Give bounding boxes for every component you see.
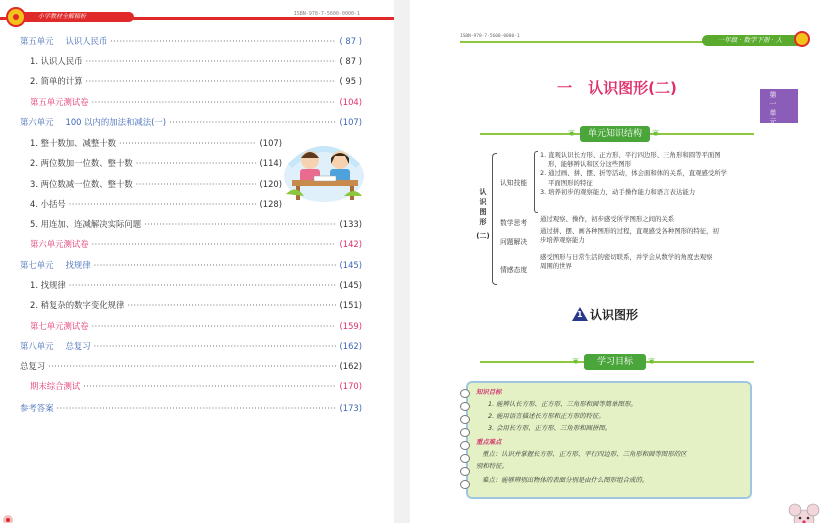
chapter-number: 一 — [557, 79, 573, 97]
structure-category-text — [540, 215, 768, 224]
toc-entry-label: 2. 稍复杂的数字变化规律 — [30, 300, 125, 310]
section-number-badge: 1 — [572, 307, 588, 321]
toc-leader-dots — [86, 77, 337, 86]
toc-leader-dots — [119, 139, 256, 148]
structure-category-text — [540, 253, 768, 271]
difficulty-line: 难点：能够辨别出物体的表面分别是由什么图形组合成的。 — [482, 476, 649, 484]
toc-entry-label: 参考答案 — [20, 403, 54, 413]
toc-leader-dots — [144, 220, 336, 229]
side-tab-char: 元 — [769, 118, 777, 126]
keypoints-heading: 重点难点 — [476, 438, 502, 446]
right-page-header — [460, 34, 804, 48]
toc-item-row[interactable] — [20, 278, 362, 292]
toc-unit-label — [20, 340, 91, 352]
book-logo-icon — [794, 31, 810, 47]
toc-leader-dots — [127, 301, 336, 310]
toc-page-number: (133) — [339, 219, 362, 229]
toc-entry-label: 1. 找规律 — [30, 280, 66, 290]
toc-entry-label: 1. 整十数加、减整十数 — [30, 138, 117, 148]
structure-text-line: 形，能够辨认和区分这些图形 — [548, 160, 632, 169]
toc-page-number: (162) — [339, 361, 362, 371]
keypoint-line-2: 别和特征。 — [476, 462, 508, 470]
toc-leader-dots — [136, 159, 257, 168]
toc-entry-label: 2. 简单的计算 — [30, 76, 83, 86]
knowledge-goal-3: 3. 会用长方形、正方形、三角形和圆拼图。 — [488, 424, 612, 432]
toc-page-number: (107) — [339, 117, 362, 127]
toc-leader-dots — [48, 362, 336, 371]
header-ribbon: 小学教材全解精析 — [24, 12, 134, 22]
section-title — [572, 306, 638, 323]
structure-text-line: 通过拼、摆、画各种图形的过程，直观感受各种图形的特征，初 — [540, 227, 719, 235]
toc-unit-row[interactable] — [20, 258, 362, 272]
binder-rings — [460, 389, 470, 493]
toc-unit-name: 认识人民币 — [65, 36, 108, 46]
toc-leader-dots — [110, 37, 336, 46]
toc-leader-dots — [92, 322, 337, 331]
learning-goals-notebook — [466, 381, 752, 499]
leaf-icon: ❦ — [648, 357, 656, 367]
toc-unit-number: 第八单元 — [20, 341, 54, 351]
toc-page-number: (145) — [339, 280, 362, 290]
toc-page-number: (159) — [339, 321, 362, 331]
toc-leader-dots — [136, 180, 257, 189]
leaf-icon: ❦ — [652, 129, 660, 139]
chapter-name: 认识图形(二) — [588, 79, 677, 97]
toc-unit-name: 找规律 — [65, 260, 91, 270]
structure-text-line: 感受图形与日常生活的密切联系，并学会从数学的角度去观察 — [540, 253, 713, 261]
toc-item-row[interactable] — [20, 136, 282, 150]
toc-entry-label: 第七单元测试卷 — [30, 321, 89, 331]
toc-page-number: (151) — [339, 300, 362, 310]
category-brace — [534, 151, 538, 213]
binder-ring-icon — [460, 402, 470, 411]
knowledge-goal-1: 1. 能辨认长方形、正方形、三角形和圆等简单图形。 — [488, 400, 637, 408]
toc-entry-label: 第五单元测试卷 — [30, 97, 89, 107]
toc-leader-dots — [92, 240, 337, 249]
toc-unit-name: 100 以内的加法和减法(一) — [65, 117, 167, 127]
toc-item-row[interactable] — [20, 197, 282, 211]
toc-unit-row[interactable] — [20, 34, 362, 48]
toc-leader-dots — [83, 382, 336, 391]
toc-entry-label: 期末综合测试 — [30, 381, 81, 391]
root-char: 形 — [479, 218, 487, 226]
toc-page-number: ( 87 ) — [339, 56, 362, 66]
left-page — [0, 0, 394, 523]
side-tab-char: 单 — [769, 109, 777, 117]
toc-test-row[interactable] — [20, 379, 362, 393]
keypoint-line-1: 重点：认识并掌握长方形、正方形、平行四边形、三角形和圆等图形的区 — [482, 450, 687, 458]
toc-item-row[interactable] — [20, 177, 282, 191]
toc-unit-label — [20, 259, 91, 271]
toc-page-number: (114) — [259, 158, 282, 168]
toc-entry-label: 第六单元测试卷 — [30, 239, 89, 249]
left-page-header — [0, 0, 394, 30]
binder-ring-icon — [460, 428, 470, 437]
right-page — [410, 0, 824, 523]
structure-category: 情感态度 — [500, 266, 528, 274]
structure-category-text — [540, 227, 768, 245]
toc-leader-dots — [92, 98, 337, 107]
toc-test-row[interactable] — [20, 237, 362, 251]
children-studying-illustration — [284, 136, 364, 202]
structure-category-text — [540, 151, 768, 197]
header-ribbon: 一年级 · 数学下册 · 人 — [702, 35, 798, 46]
binder-ring-icon — [460, 480, 470, 489]
toc-page-number: (107) — [259, 138, 282, 148]
toc-unit-row[interactable] — [20, 339, 362, 353]
side-tab-char: 第 — [769, 91, 777, 99]
toc-page-number: (162) — [339, 341, 362, 351]
main-brace — [492, 153, 497, 285]
toc-entry-label: 3. 两位数减一位数、整十数 — [30, 179, 133, 189]
binder-ring-icon — [460, 454, 470, 463]
root-char: (二) — [476, 232, 490, 240]
structure-category: 问题解决 — [500, 238, 528, 246]
structure-text-line: 1. 直观认识长方形、正方形、平行四边形、三角形和圆等平面图 — [540, 151, 721, 159]
toc-item-row[interactable] — [20, 54, 362, 68]
corner-decoration-icon — [0, 510, 20, 523]
side-tab-char: 一 — [769, 100, 777, 108]
root-char: 图 — [479, 208, 487, 216]
root-char: 识 — [479, 198, 487, 206]
leaf-icon: ❦ — [568, 129, 576, 139]
structure-text-line: 2. 通过画、拼、摆、折等活动，体会面和体的关系，直观感受所学 — [540, 169, 728, 178]
toc-leader-dots — [69, 200, 257, 209]
toc-item-row[interactable] — [20, 401, 362, 415]
toc-leader-dots — [57, 404, 337, 413]
binder-ring-icon — [460, 467, 470, 476]
structure-category: 数学思考 — [500, 219, 528, 227]
structure-text-line: 平面图形的特征 — [548, 178, 593, 187]
toc-page-number: (173) — [339, 403, 362, 413]
toc-leader-dots — [169, 118, 336, 127]
toc-entry-label: 总复习 — [20, 361, 46, 371]
toc-entry-label: 4. 小括号 — [30, 199, 66, 209]
structure-banner-label: 单元知识结构 — [580, 126, 650, 142]
toc-page-number: (142) — [339, 239, 362, 249]
knowledge-goals-heading: 知识目标 — [476, 388, 502, 396]
leaf-icon: ❦ — [572, 357, 580, 367]
toc-test-row[interactable] — [20, 95, 362, 109]
goals-banner-label: 学习目标 — [584, 354, 646, 370]
toc-leader-dots — [94, 342, 337, 351]
toc-unit-number: 第六单元 — [20, 117, 54, 127]
binder-ring-icon — [460, 441, 470, 450]
structure-text-line: 3. 培养初步的观察能力，动手操作能力和语言表达能力 — [540, 187, 696, 196]
knowledge-goal-2: 2. 能用语言描述长方形和正方形的特征。 — [488, 412, 605, 420]
header-isbn: ISBN-978-7-5600-0000-1 — [293, 11, 360, 17]
toc-page-number: (104) — [339, 97, 362, 107]
goals-banner — [480, 354, 754, 370]
toc-unit-row[interactable] — [20, 115, 362, 129]
toc-item-row[interactable] — [20, 74, 362, 88]
toc-unit-number: 第七单元 — [20, 260, 54, 270]
toc-item-row[interactable] — [20, 217, 362, 231]
structure-text-line: 周围的世界 — [540, 262, 572, 271]
toc-entry-label: 5. 用连加、连减解决实际问题 — [30, 219, 142, 229]
structure-root-label — [476, 187, 490, 241]
knowledge-structure-diagram — [476, 147, 766, 289]
toc-unit-name: 总复习 — [65, 341, 91, 351]
toc-page-number: ( 95 ) — [339, 76, 362, 86]
toc-page-number: (145) — [339, 260, 362, 270]
toc-unit-label — [20, 116, 166, 128]
toc-leader-dots — [69, 281, 337, 290]
toc-item-row[interactable] — [20, 156, 282, 170]
header-isbn: ISBN-978-7-5600-0000-1 — [460, 34, 520, 39]
toc-test-row[interactable] — [20, 319, 362, 333]
book-logo-icon — [6, 7, 26, 27]
structure-banner — [480, 126, 754, 142]
structure-text-line: 通过观察、操作，初步感受所学图形之间的关系 — [540, 215, 675, 223]
toc-item-row[interactable] — [20, 359, 362, 373]
mouse-mascot-illustration — [784, 500, 824, 523]
binder-ring-icon — [460, 415, 470, 424]
toc-item-row[interactable] — [20, 298, 362, 312]
toc-leader-dots — [94, 261, 337, 270]
toc-unit-number: 第五单元 — [20, 36, 54, 46]
unit-side-tab — [760, 89, 798, 126]
toc-entry-label: 1. 认识人民币 — [30, 56, 83, 66]
structure-category: 认知技能 — [500, 179, 528, 187]
toc-page-number: (128) — [259, 199, 282, 209]
section-title-text: 认识图形 — [590, 308, 639, 322]
toc-entry-label: 2. 两位数加一位数、整十数 — [30, 158, 133, 168]
toc-unit-label — [20, 35, 107, 47]
binder-ring-icon — [460, 389, 470, 398]
structure-text-line: 步培养观察能力 — [540, 236, 585, 245]
toc-page-number: (120) — [259, 179, 282, 189]
toc-leader-dots — [86, 57, 337, 66]
toc-page-number: (170) — [339, 381, 362, 391]
root-char: 认 — [479, 188, 487, 196]
toc-page-number: ( 87 ) — [339, 36, 362, 46]
